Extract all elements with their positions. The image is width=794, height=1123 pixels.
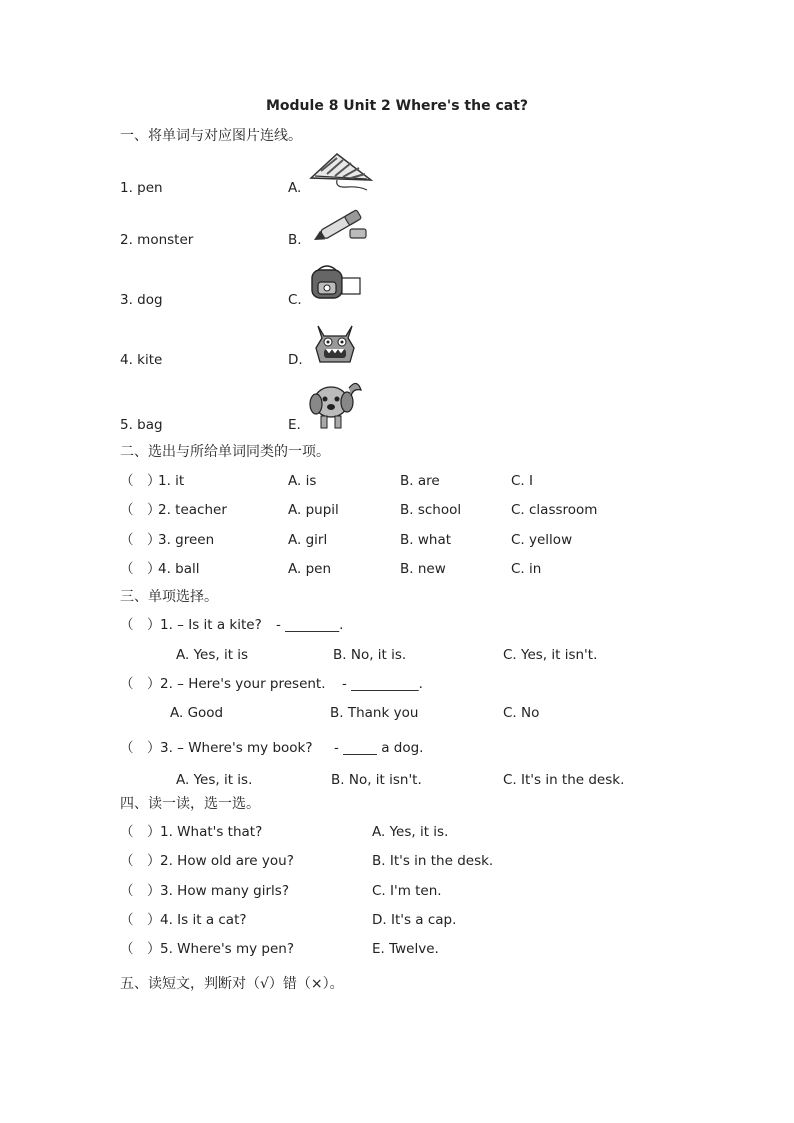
s2-option-b: B. what [400,532,452,548]
s1-word-4: 4. kite [120,352,163,368]
s3-option-a: A. Good [170,705,224,721]
s4-answer-e: E. Twelve. [372,941,439,957]
s3-option-b: B. Thank you [330,705,419,721]
s4-question-1: 1. What's that? [160,824,263,840]
s1-letter-b: B. [288,232,302,248]
s3-option-b: B. No, it isn't. [331,772,422,788]
s2-question-4: 4. ball [158,561,200,577]
s4-question-4: 4. Is it a cat? [160,912,247,928]
s1-word-5: 5. bag [120,417,163,433]
answer-blank[interactable]: （ ） [120,824,161,840]
answer-blank[interactable]: （ ） [120,532,161,548]
s1-letter-e: E. [288,417,301,433]
kite-icon [307,150,375,192]
s2-question-3: 3. green [158,532,215,548]
answer-blank[interactable]: （ ） [120,473,161,489]
s1-letter-c: C. [288,292,302,308]
answer-blank[interactable]: （ ） [120,676,161,692]
page-title: Module 8 Unit 2 Where's the cat? [265,98,529,114]
s3-option-c: C. Yes, it isn't. [503,647,598,663]
s2-option-b: B. are [400,473,440,489]
s3-option-a: A. Yes, it is. [176,772,253,788]
s3-question-2: 2. – Here's your present. [160,676,326,692]
s3-option-b: B. No, it is. [333,647,407,663]
s3-response-blank-1: - ________. [276,617,344,633]
s4-answer-b: B. It's in the desk. [372,853,494,869]
s2-question-2: 2. teacher [158,502,227,518]
s2-option-b: B. new [400,561,446,577]
s1-word-3: 3. dog [120,292,163,308]
s4-question-5: 5. Where's my pen? [160,941,295,957]
section-1-heading: 一、将单词与对应图片连线。 [120,128,302,144]
section-3-heading: 三、单项选择。 [120,589,218,605]
s3-response-blank-3: - _____ a dog. [334,740,424,756]
s4-answer-c: C. I'm ten. [372,883,442,899]
monster-icon [312,322,358,366]
s4-answer-d: D. It's a cap. [372,912,457,928]
section-2-heading: 二、选出与所给单词同类的一项。 [120,444,330,460]
section-4-heading: 四、读一读，选一选。 [120,796,260,812]
s4-question-3: 3. How many girls? [160,883,289,899]
s2-option-a: A. girl [288,532,328,548]
s2-option-c: C. classroom [511,502,598,518]
s2-option-a: A. is [288,473,317,489]
answer-blank[interactable]: （ ） [120,912,161,928]
s3-question-1: 1. – Is it a kite? [160,617,262,633]
s1-word-1: 1. pen [120,180,163,196]
answer-blank[interactable]: （ ） [120,740,161,756]
s4-answer-a: A. Yes, it is. [372,824,449,840]
answer-blank[interactable]: （ ） [120,941,161,957]
s1-letter-a: A. [288,180,302,196]
s3-response-blank-2: - __________. [342,676,423,692]
answer-blank[interactable]: （ ） [120,853,161,869]
s3-option-a: A. Yes, it is [176,647,249,663]
s1-letter-d: D. [288,352,303,368]
s2-option-c: C. yellow [511,532,573,548]
pen-icon [310,205,370,245]
s3-option-c: C. No [503,705,540,721]
s2-option-c: C. I [511,473,533,489]
s2-question-1: 1. it [158,473,185,489]
s2-option-a: A. pen [288,561,332,577]
answer-blank[interactable]: （ ） [120,502,161,518]
answer-blank[interactable]: （ ） [120,561,161,577]
s4-question-2: 2. How old are you? [160,853,294,869]
bag-icon [308,262,364,304]
s2-option-c: C. in [511,561,542,577]
s2-option-b: B. school [400,502,462,518]
s1-word-2: 2. monster [120,232,194,248]
dog-icon [307,376,365,430]
s3-question-3: 3. – Where's my book? [160,740,313,756]
answer-blank[interactable]: （ ） [120,883,161,899]
answer-blank[interactable]: （ ） [120,617,161,633]
section-5-heading: 五、读短文，判断对（√）错（×）。 [120,976,344,992]
s2-option-a: A. pupil [288,502,339,518]
s3-option-c: C. It's in the desk. [503,772,625,788]
